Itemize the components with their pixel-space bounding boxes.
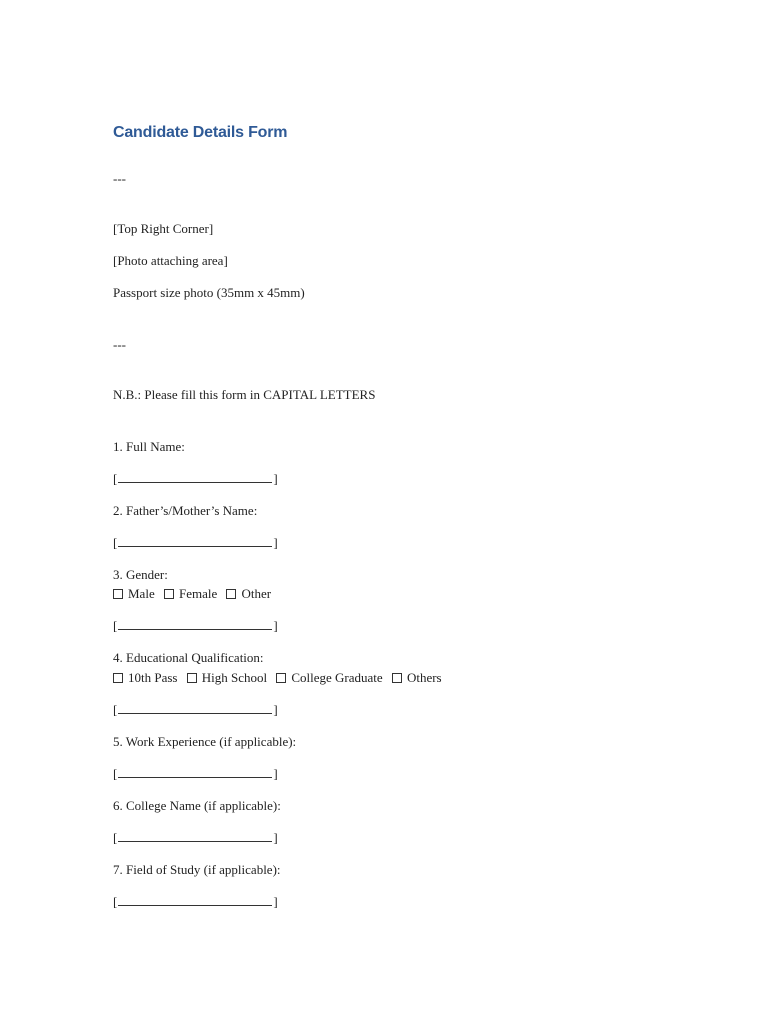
- field-label-education: 4. Educational Qualification:: [113, 650, 264, 665]
- form-note: N.B.: Please fill this form in CAPITAL LETTERS: [113, 387, 376, 402]
- field-label-work-experience: 5. Work Experience (if applicable):: [113, 734, 297, 749]
- work-experience-input[interactable]: [ ]: [113, 766, 278, 781]
- education-option-10th-pass[interactable]: 10th Pass: [113, 669, 177, 686]
- full-name-input[interactable]: [ ]: [113, 471, 278, 486]
- checkbox[interactable]: [276, 673, 286, 683]
- gender-option-female[interactable]: Female: [164, 585, 217, 602]
- checkbox[interactable]: [164, 589, 174, 599]
- education-option-college-graduate[interactable]: College Graduate: [276, 669, 382, 686]
- field-label-parent-name: 2. Father’s/Mother’s Name:: [113, 503, 258, 518]
- college-name-input[interactable]: [ ]: [113, 830, 278, 845]
- checkbox[interactable]: [113, 673, 123, 683]
- education-input[interactable]: [ ]: [113, 702, 278, 717]
- gender-input[interactable]: [ ]: [113, 618, 278, 633]
- checkbox[interactable]: [187, 673, 197, 683]
- form-title: Candidate Details Form: [113, 124, 288, 141]
- photo-area-text: [Photo attaching area]: [113, 253, 228, 268]
- gender-options: [113, 585, 277, 602]
- photo-size-text: Passport size photo (35mm x 45mm): [113, 285, 305, 300]
- education-option-others[interactable]: Others: [392, 669, 442, 686]
- gender-option-male[interactable]: Male: [113, 585, 155, 602]
- field-of-study-input[interactable]: [ ]: [113, 894, 278, 909]
- checkbox[interactable]: [113, 589, 123, 599]
- education-option-high-school[interactable]: High School: [187, 669, 267, 686]
- field-label-full-name: 1. Full Name:: [113, 439, 185, 454]
- checkbox[interactable]: [226, 589, 236, 599]
- field-label-college-name: 6. College Name (if applicable):: [113, 798, 281, 813]
- gender-option-other[interactable]: Other: [226, 585, 271, 602]
- checkbox[interactable]: [392, 673, 402, 683]
- field-label-field-of-study: 7. Field of Study (if applicable):: [113, 862, 281, 877]
- divider: ---: [113, 337, 126, 352]
- education-options: [113, 669, 448, 686]
- field-label-gender: 3. Gender:: [113, 567, 168, 582]
- photo-location-text: [Top Right Corner]: [113, 221, 214, 236]
- parent-name-input[interactable]: [ ]: [113, 535, 278, 550]
- divider: ---: [113, 171, 126, 186]
